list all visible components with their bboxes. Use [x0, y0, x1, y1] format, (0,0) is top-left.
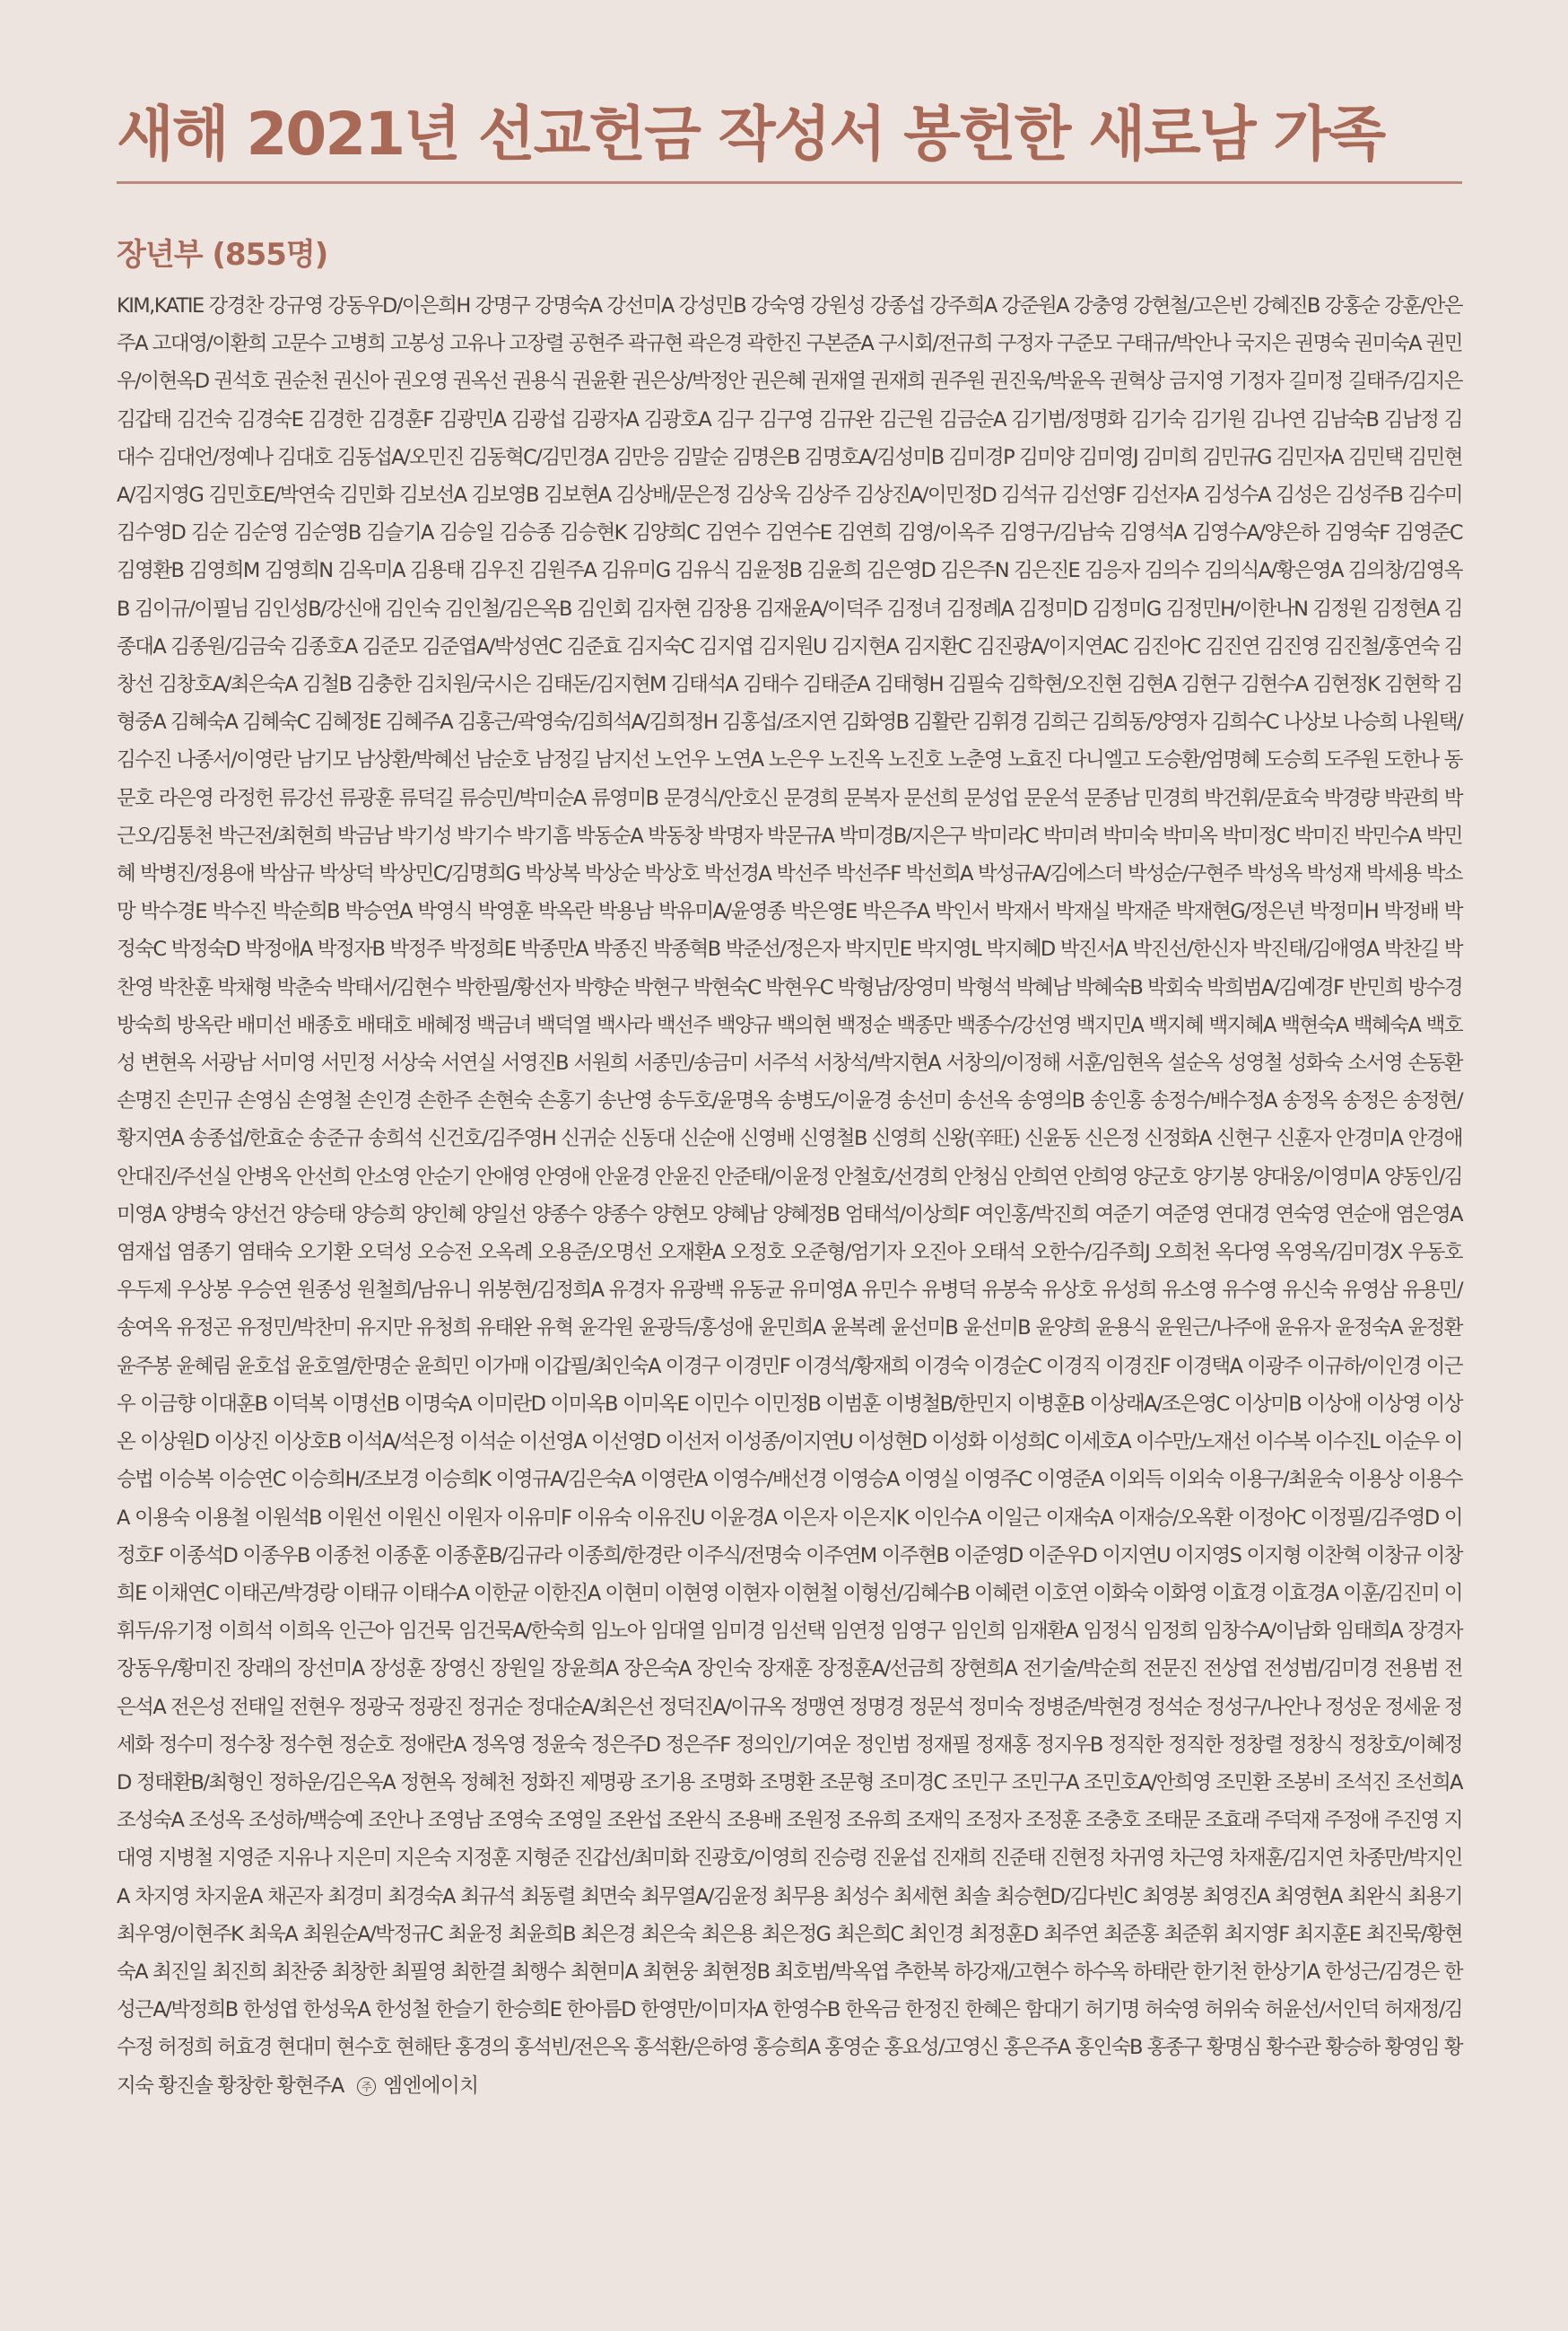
document-title: 새해 2021년 선교헌금 작성서 봉헌한 새로남 가족 [117, 100, 1385, 169]
member-name-list [117, 287, 1462, 2105]
footer-company-name: 엠엔에이치 [383, 2073, 479, 2098]
title-divider [117, 181, 1462, 184]
section-title: 장년부 (855명) [117, 237, 328, 273]
footer-company-mark [348, 2074, 478, 2098]
member-names: KIM,KATIE 강경찬 강규영 강동우D/이은희H 강명구 강명숙A 강선미A 강성민B 강숙영 강원성 강종섭 강주희A 강준원A 강충영 강현철/고은빈 강혜진B 강홍순 강훈/안은주A 고대영/이환희 고문수 고병희 고봉성 고유나 고장렬 공현주 곽규현 곽은경 곽한진 구본준A 구시회/전규희 구정자 구준모 구태규/박안나 국지은 권명숙 권미숙A 권민우/이현옥D 권석호 권순천 권신아 권오영 권옥선 권용식 권윤환 권은상/박정안 권은혜 권재열 권재희 권주원 권진욱/박윤옥 권혁상 금지영 기정자 길미정 길태주/김지은 김갑태 김건숙 김경숙E 김경한 김경훈F 김광민A 김광섭 김광자A 김광호A 김구 김구영 김규완 김근원 김금순A 김기범/정명화 김기숙 김기원 김나연 김남숙B 김남정 김대수 김대언/정예나 김대호 김동섭A/오민진 김동혁C/김민경A 김만응 김말순 김명은B 김명호A/김성미B 김미경P 김미양 김미영J 김미희 김민규G 김민자A 김민택 김민현A/김지영G 김민호E/박연숙 김민화 김보선A 김보영B 김보현A 김상배/문은정 김상욱 김상주 김상진A/이민정D 김석규 김선영F 김선자A 김성수A 김성은 김성주B 김수미 김수영D 김순 김순영 김순영B 김슬기A 김승일 김승종 김승현K 김양희C 김연수 김연수E 김연희 김영/이옥주 김영구/김남숙 김영석A 김영수A/양은하 김영숙F 김영준C 김영환B 김영희M 김영희N 김옥미A 김용태 김우진 김원주A 김유미G 김유식 김윤정B 김윤희 김은영D 김은주N 김은진E 김응자 김의수 김의식A/황은영A 김의창/김영옥B 김이규/이필님 김인성B/강신애 김인숙 김인철/김은옥B 김인회 김자현 김장용 김재윤A/이덕주 김정녀 김정례A 김정미D 김정미G 김정민H/이한나N 김정원 김정현A 김종대A 김종원/김금숙 김종호A 김준모 김준엽A/박성연C 김준효 김지숙C 김지엽 김지원U 김지현A 김지환C 김진광A/이지연AC 김진아C 김진연 김진영 김진철/홍연숙 김창선 김창호A/최은숙A 김철B 김충한 김치원/국시은 김태돈/김지현M 김태석A 김태수 김태준A 김태형H 김필숙 김학현/오진현 김현A 김현구 김현수A 김현정K 김현학 김형중A 김혜숙A 김혜숙C 김혜정E 김혜주A 김홍근/곽영숙/김희석A/김희정H 김홍섭/조지연 김화영B 김활란 김휘경 김희근 김희동/양영자 김희수C 나상보 나승희 나원택/김수진 나종서/이영란 남기모 남상환/박혜선 남순호 남정길 남지선 노언우 노연A 노은우 노진옥 노진호 노춘영 노효진 다니엘고 도승환/엄명혜 도승희 도주원 도한나 동문호 라은영 라정헌 류강선 류광훈 류덕길 류승민/박미순A 류영미B 문경식/안호신 문경희 문복자 문선희 문성업 문운석 문종남 민경희 박건휘/문효숙 박경량 박관희 박근오/김통천 박근전/최현희 박금남 박기성 박기수 박기흠 박동순A 박동창 박명자 박문규A 박미경B/지은구 박미라C 박미려 박미숙 박미옥 박미정C 박미진 박민수A 박민혜 박병진/정용애 박삼규 박상덕 박상민C/김명희G 박상복 박상순 박상호 박선경A 박선주 박선주F 박선희A 박성규A/김에스더 박성순/구현주 박성옥 박성재 박세용 박소망 박수경E 박수진 박순희B 박승연A 박영식 박영훈 박옥란 박용남 박유미A/윤영종 박은영E 박은주A 박인서 박재서 박재실 박재준 박재현G/정은년 박정미H 박정배 박정숙C 박정숙D 박정애A 박정자B 박정주 박정희E 박종만A 박종진 박종혁B 박준선/정은자 박지민E 박지영L 박지혜D 박진서A 박진선/한신자 박진태/김애영A 박찬길 박찬영 박찬훈 박채형 박춘숙 박태서/김현수 박한필/황선자 박향순 박현구 박현숙C 박현우C 박형남/장영미 박형석 박혜남 박혜숙B 박회숙 박희범A/김예경F 반민희 방수경 방숙희 방옥란 배미선 배종호 배태호 배혜정 백금녀 백덕열 백사라 백선주 백양규 백의현 백정순 백종만 백종수/강선영 백지민A 백지혜 백지혜A 백현숙A 백혜숙A 백호성 변현옥 서광남 서미영 서민정 서상숙 서연실 서영진B 서원희 서종민/송금미 서주석 서창석/박지현A 서창의/이정해 서훈/임현옥 설순옥 성영철 성화숙 소서영 손동환 손명진 손민규 손영심 손영철 손인경 손한주 손현숙 손홍기 송난영 송두호/윤명옥 송병도/이윤경 송선미 송선옥 송영의B 송인홍 송정수/배수정A 송정옥 송정은 송정현/황지연A 송종섭/한효순 송준규 송희석 신건호/김주영H 신귀순 신동대 신순애 신영배 신영철B 신영희 신왕(辛旺) 신윤동 신은정 신정화A 신현구 신훈자 안경미A 안경애 안대진/주선실 안병옥 안선희 안소영 안순기 안애영 안영애 안윤경 안윤진 안준태/이윤정 안철호/선경희 안청심 안희연 안희영 양군호 양기봉 양대웅/이영미A 양동인/김미영A 양병숙 양선건 양승태 양승희 양인혜 양일선 양종수 양종수 양현모 양혜남 양혜정B 엄태석/이상희F 여인홍/박진희 여준기 여준영 연대경 연숙영 연순애 염은영A 염재섭 염종기 염태숙 오기환 오덕성 오승전 오옥례 오용준/오명선 오재환A 오정호 오준형/엄기자 오진아 오태석 오한수/김주희J 오희천 옥다영 옥영옥/김미경X 우동호 우두제 우상봉 우승연 원종성 원철희/남유니 위봉현/김정희A 유경자 유광백 유동균 유미영A 유민수 유병덕 유봉숙 유상호 유성희 유소영 유수영 유신숙 유영삼 유용민/송여옥 유정곤 유정민/박찬미 유지만 유청희 유태완 유혁 윤각원 윤광득/홍성애 윤민희A 윤복례 윤선미B 윤선미B 윤양희 윤용식 윤원근/나주애 윤유자 윤정숙A 윤정환 윤주봉 윤혜림 윤호섭 윤호열/한명순 윤희민 이가매 이갑필/최인숙A 이경구 이경민F 이경석/황재희 이경숙 이경순C 이경직 이경진F 이경택A 이광주 이규하/이인경 이근우 이금향 이대훈B 이덕복 이명선B 이명숙A 이미란D 이미옥B 이미옥E 이민수 이민정B 이범훈 이병철B/한민지 이병훈B 이상래A/조은영C 이상미B 이상애 이상영 이상온 이상원D 이상진 이상호B 이석A/석은정 이석순 이선영A 이선영D 이선저 이성종/이지연U 이성현D 이성화 이성희C 이세호A 이수만/노재선 이수복 이수진L 이순우 이승법 이승복 이승연C 이승희H/조보경 이승희K 이영규A/김은숙A 이영란A 이영수/배선경 이영승A 이영실 이영주C 이영준A 이외득 이외숙 이용구/최윤숙 이용상 이용수A 이용숙 이용철 이원석B 이원선 이원신 이원자 이유미F 이유숙 이유진U 이윤경A 이은자 이은지K 이인수A 이일근 이재숙A 이재승/오옥환 이정아C 이정필/김주영D 이정호F 이종석D 이종우B 이종천 이종훈 이종훈B/김규라 이종희/한경란 이주식/전명숙 이주연M 이주현B 이준영D 이준우D 이지연U 이지영S 이지형 이찬혁 이창규 이창희E 이채연C 이태곤/박경랑 이태규 이태수A 이한균 이한진A 이현미 이현영 이현자 이현철 이형선/김혜수B 이혜련 이호연 이화숙 이화영 이효경 이효경A 이훈/김진미 이휘두/유기정 이희석 이희옥 인근아 임건묵 임건묵A/한숙희 임노아 임대열 임미경 임선택 임연정 임영구 임인희 임재환A 임정식 임정희 임창수A/이남화 임태희A 장경자 장동우/황미진 장래의 장선미A 장성훈 장영신 장원일 장윤희A 장은숙A 장인숙 장재훈 장정훈A/선금희 장현희A 전기술/박순희 전문진 전상엽 전성범/김미경 전용범 전은석A 전은성 전태일 전현우 정광국 정광진 정귀순 정대순A/최은선 정덕진A/이규옥 정맹연 정명경 정문석 정미숙 정병준/박현경 정석순 정성구/나안나 정성운 정세윤 정세화 정수미 정수창 정수현 정순호 정애란A 정옥영 정윤숙 정은주D 정은주F 정의인/기여운 정인범 정재필 정재홍 정지우B 정직한 정직한 정창렬 정창식 정창호/이혜정D 정태환B/최형인 정하운/김은옥A 정현옥 정혜천 정화진 제명광 조기용 조명화 조명환 조문형 조미경C 조민구 조민구A 조민호A/안희영 조민환 조봉비 조석진 조선희A 조성숙A 조성옥 조성하/백승예 조안나 조영남 조영숙 조영일 조완섭 조완식 조용배 조원정 조유희 조재익 조정자 조정훈 조충호 조태문 조효래 주덕재 주정애 주진영 지대영 지병철 지영준 지유나 지은미 지은숙 지정훈 지형준 진갑선/최미화 진광호/이영희 진승령 진윤섭 진재희 진준태 진현정 차귀영 차근영 차재훈/김지연 차종만/박지인A 차지영 차지윤A 채곤자 최경미 최경숙A 최규석 최동렬 최면숙 최무열A/김윤정 최무용 최성수 최세현 최솔 최승현D/김다빈C 최영봉 최영진A 최영현A 최완식 최용기 최우영/이현주K 최욱A 최원순A/박정규C 최윤정 최윤희B 최은경 최은숙 최은용 최은정G 최은희C 최인경 최정훈D 최주연 최준홍 최준휘 최지영F 최지훈E 최진묵/황현숙A 최진일 최진희 최찬중 최창한 최필영 최한결 최행수 최현미A 최현웅 최현정B 최호범/박옥엽 추한복 하강재/고현수 하수옥 하태란 한기천 한상기A 한성근/김경은 한성근A/박정희B 한성엽 한성욱A 한성철 한슬기 한승희E 한아름D 한영만/이미자A 한영수B 한옥금 한정진 한혜은 함대기 허기명 허숙영 허위숙 허윤선/서인덕 허재정/김수정 허정희 허효경 현대미 현수호 현해탄 홍경의 홍석빈/전은옥 홍석환/은하영 홍승희A 홍영순 홍요성/고영신 홍은주A 홍인숙B 홍종구 황명심 황수관 황승하 황영임 황지숙 황진솔 황창한 황현주A [117, 294, 1462, 2098]
circled-company-icon: 주 [357, 2077, 376, 2096]
